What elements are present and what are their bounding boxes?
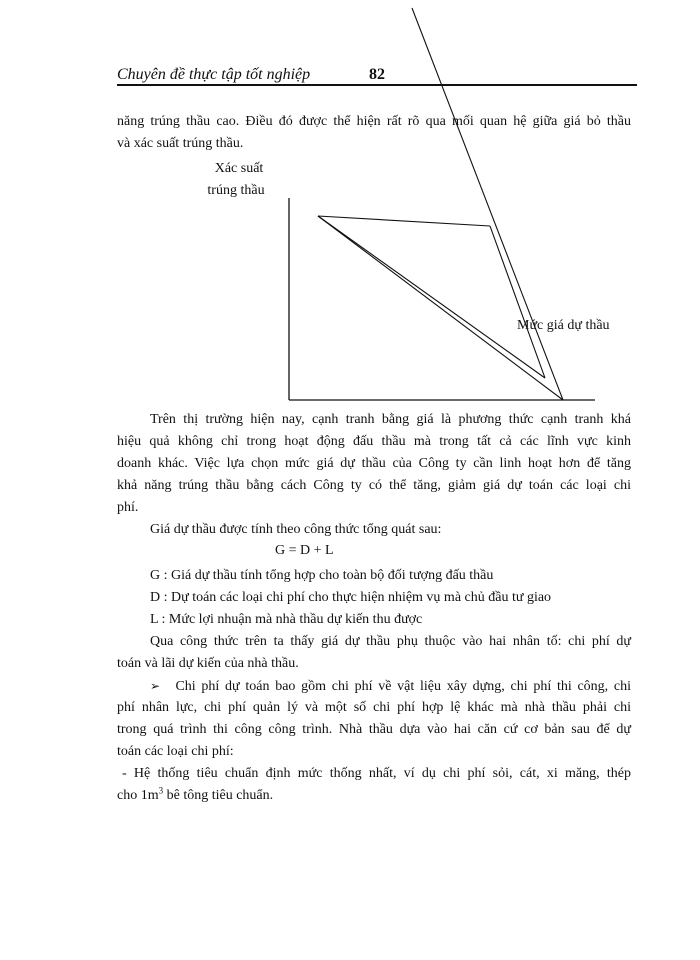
dash-item-line-2-post: bê tông tiêu chuẩn. xyxy=(163,788,274,803)
bullet-line-4: toán các loại chi phí: xyxy=(117,744,234,759)
bullet-line-3: trong quá trình thi công công trình. Nhà thầu dựa vào hai căn cứ cơ bản sau để dự xyxy=(117,722,631,737)
intro-line-2: và xác suất trúng thầu. xyxy=(117,136,244,151)
formula-intro: Giá dự thầu được tính theo công thức tổng quát sau: xyxy=(150,522,442,537)
dash-item-line-1: - Hệ thống tiêu chuẩn định mức thống nhất, ví dụ chi phí sỏi, cát, xi măng, thép xyxy=(122,766,631,781)
formula: G = D + L xyxy=(275,543,334,558)
para1-line-2: hiệu quả không chỉ trong hoạt động đấu thầu mà trong tất cả các lĩnh vực kinh xyxy=(117,434,631,449)
definition-d: D : Dự toán các loại chi phí cho thực hiện nhiệm vụ mà chủ đầu tư giao xyxy=(150,590,552,605)
steep-line-b xyxy=(490,226,545,378)
bullet-line-1-text: Chi phí dự toán bao gồm chi phí về vật liệu xây dựng, chi phí thi công, chi xyxy=(175,679,632,694)
para1-line-3: doanh khác. Việc lựa chọn mức giá dự thầu của Công ty cần linh hoạt hơn để tăng xyxy=(117,456,631,471)
header-title: Chuyên đề thực tập tốt nghiệp xyxy=(117,66,311,83)
upper-line xyxy=(318,216,490,226)
lower-line xyxy=(318,216,563,400)
bullet-line-1 xyxy=(150,675,631,698)
definition-l: L : Mức lợi nhuận mà nhà thầu dự kiến thu được xyxy=(150,612,423,627)
middle-line xyxy=(318,216,545,378)
para1-line-4: khả năng trúng thầu bằng cách Công ty có thể tăng, giảm giá dự toán các loại chi xyxy=(117,478,631,493)
arrow-bullet-icon: ➢ xyxy=(150,679,161,693)
para2-line-2: toán và lãi dự kiến của nhà thầu. xyxy=(117,656,299,671)
steep-line-a xyxy=(412,8,563,400)
dash-item-line-2-pre: cho 1m xyxy=(117,788,159,803)
para2-line-1: Qua công thức trên ta thấy giá dự thầu phụ thuộc vào hai nhân tố: chi phí dự xyxy=(150,634,631,649)
x-axis-label: Mức giá dự thầu xyxy=(517,318,610,333)
y-axis-label-line-2: trúng thầu xyxy=(207,183,265,198)
dash-item-line-2 xyxy=(117,785,631,807)
cubic-superscript: 3 xyxy=(158,785,164,796)
para1-line-5: phí. xyxy=(117,500,139,515)
intro-line-1: năng trúng thầu cao. Điều đó được thể hiện rất rõ qua mối quan hệ giữa giá bỏ thầu xyxy=(117,114,631,129)
definition-g: G : Giá dự thầu tính tổng hợp cho toàn bộ đối tượng đấu thầu xyxy=(150,568,494,583)
y-axis-label-line-1: Xác suất xyxy=(214,161,264,176)
para1-line-1: Trên thị trường hiện nay, cạnh tranh bằng giá là phương thức cạnh tranh khá xyxy=(150,412,631,427)
bullet-line-2: phí nhân lực, chi phí quản lý và một số chi phí hợp lệ khác mà nhà thầu phải chi xyxy=(117,700,631,715)
page-number: 82 xyxy=(369,66,385,83)
